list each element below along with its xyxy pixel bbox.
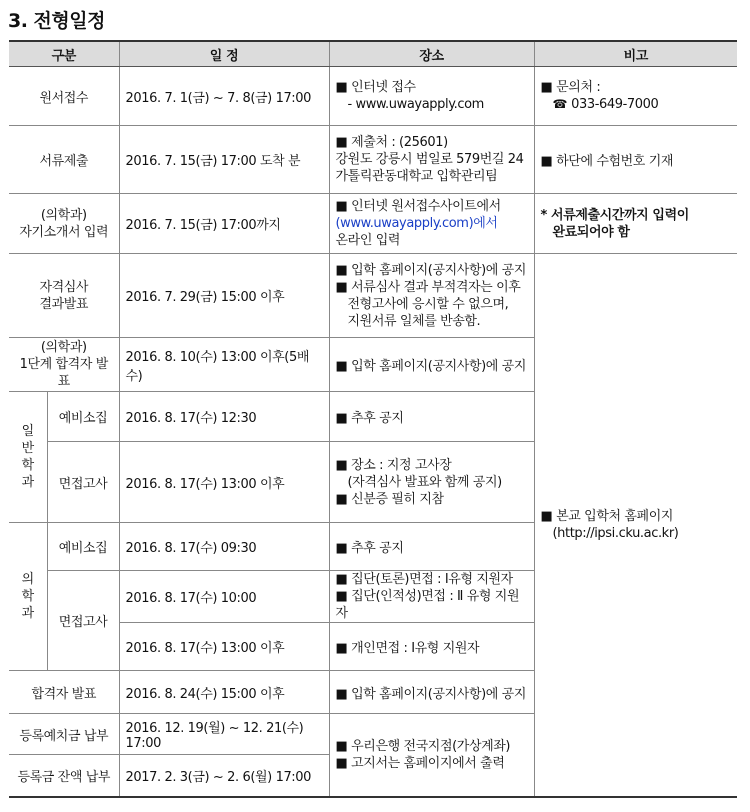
table-header-row: [9, 41, 737, 67]
place-line: ■ 장소 : 지정 고사장: [335, 457, 452, 473]
section-title: 3. 전형일정: [8, 10, 105, 32]
category-cell: 등록예치금 납부: [9, 714, 119, 755]
note-line: * 서류제출시간까지 입력이: [540, 207, 689, 223]
header-place: 장소: [329, 41, 534, 67]
category-cell: [9, 254, 119, 338]
place-cell: ■ 개인면접 : Ⅰ유형 지원자: [329, 623, 534, 671]
date-cell: 2016. 8. 10(수) 13:00 이후(5배수): [119, 338, 329, 392]
place-line: 가톨릭관동대학교 입학관리팀: [335, 169, 498, 184]
date-cell: 2016. 8. 17(수) 09:30: [119, 523, 329, 571]
place-line: ■ 집단(인적성)면접 : Ⅱ 유형 지원자: [335, 589, 520, 621]
place-line: 전형고사에 응시할 수 없으며,: [347, 296, 509, 312]
category-line: (의학과): [40, 340, 87, 355]
date-cell: 2016. 8. 17(수) 12:30: [119, 392, 329, 442]
merged-note-cell: [534, 254, 737, 797]
schedule-table: [9, 40, 737, 798]
date-cell: 2016. 7. 15(금) 17:00까지: [119, 194, 329, 254]
place-cell: ■ 추후 공지: [329, 523, 534, 571]
date-cell: 2017. 2. 3(금) ~ 2. 6(월) 17:00: [119, 755, 329, 797]
group-general: 일 반 학 과: [9, 392, 47, 523]
header-category: 구분: [9, 41, 119, 67]
place-line: ■ 제출처 : (25601): [335, 135, 448, 150]
apply-site-link[interactable]: (www.uwayapply.com)에서: [335, 216, 498, 231]
category-cell: 원서접수: [9, 67, 119, 126]
place-cell: [329, 67, 534, 126]
place-line: - www.uwayapply.com: [347, 97, 484, 112]
table-row-self-intro: [9, 194, 737, 254]
date-cell: 2016. 8. 24(수) 15:00 이후: [119, 671, 329, 714]
place-cell: [329, 254, 534, 338]
date-cell: 2016. 8. 17(수) 10:00: [119, 571, 329, 623]
place-line: 온라인 입력: [335, 233, 401, 248]
header-date: 일 정: [119, 41, 329, 67]
phone-number: 033-649-7000: [571, 97, 659, 112]
note-line: (http://ipsi.cku.ac.kr): [552, 525, 679, 541]
note-line: ■ 본교 입학처 홈페이지: [540, 508, 674, 524]
place-line: (자격심사 발표와 함께 공지): [347, 474, 502, 490]
place-line: ■ 우리은행 전국지점(가상계좌): [335, 738, 511, 754]
category-cell: 서류제출: [9, 126, 119, 194]
note-line: ■ 문의처 :: [540, 80, 601, 95]
category-line: 결과발표: [39, 296, 89, 312]
subcategory-cell: 면접고사: [47, 442, 119, 523]
group-medical: 의 학 과: [9, 523, 47, 671]
phone-icon: ☎: [552, 97, 568, 111]
note-cell: [534, 194, 737, 254]
note-line: 완료되어야 함: [552, 224, 630, 240]
place-cell: ■ 입학 홈페이지(공지사항)에 공지: [329, 671, 534, 714]
date-cell: 2016. 7. 15(금) 17:00 도착 분: [119, 126, 329, 194]
place-line: ■ 집단(토론)면접 : Ⅰ유형 지원자: [335, 572, 513, 587]
note-cell: ■ 하단에 수험번호 기재: [534, 126, 737, 194]
subcategory-cell: 예비소집: [47, 523, 119, 571]
category-line: 자격심사: [39, 279, 89, 295]
subcategory-cell: 예비소집: [47, 392, 119, 442]
table-row-application: [9, 67, 737, 126]
date-cell: 2016. 7. 1(금) ~ 7. 8(금) 17:00: [119, 67, 329, 126]
category-cell: [9, 194, 119, 254]
category-cell: 합격자 발표: [9, 671, 119, 714]
place-line: ■ 신분증 필히 지참: [335, 491, 444, 507]
table-row-documents: [9, 126, 737, 194]
category-cell: 등록금 잔액 납부: [9, 755, 119, 797]
category-line: 자기소개서 입력: [19, 224, 109, 240]
table-row-qualification: [9, 254, 737, 338]
place-cell: ■ 입학 홈페이지(공지사항)에 공지: [329, 338, 534, 392]
header-note: 비고: [534, 41, 737, 67]
place-line: ■ 고지서는 홈페이지에서 출력: [335, 755, 505, 771]
payment-place-cell: [329, 714, 534, 797]
place-cell: [329, 571, 534, 623]
date-cell: 2016. 8. 17(수) 13:00 이후: [119, 442, 329, 523]
date-cell: 2016. 7. 29(금) 15:00 이후: [119, 254, 329, 338]
place-cell: [329, 442, 534, 523]
subcategory-cell: 면접고사: [47, 571, 119, 671]
place-cell: [329, 194, 534, 254]
place-line: ■ 인터넷 접수: [335, 80, 416, 95]
note-cell: [534, 67, 737, 126]
place-cell: [329, 126, 534, 194]
place-line: ■ 서류심사 결과 부적격자는 이후: [335, 279, 521, 295]
place-line: ■ 입학 홈페이지(공지사항)에 공지: [335, 262, 526, 278]
place-line: 지원서류 일체를 반송함.: [347, 313, 481, 329]
category-line: 1단계 합격자 발표: [19, 357, 108, 389]
place-line: ■ 인터넷 원서접수사이트에서: [335, 199, 501, 214]
date-cell: 2016. 8. 17(수) 13:00 이후: [119, 623, 329, 671]
place-cell: ■ 추후 공지: [329, 392, 534, 442]
place-line: 강원도 강릉시 범일로 579번길 24: [335, 152, 524, 167]
category-cell: [9, 338, 119, 392]
date-cell: 2016. 12. 19(월) ~ 12. 21(수) 17:00: [119, 714, 329, 755]
category-line: (의학과): [40, 207, 87, 223]
